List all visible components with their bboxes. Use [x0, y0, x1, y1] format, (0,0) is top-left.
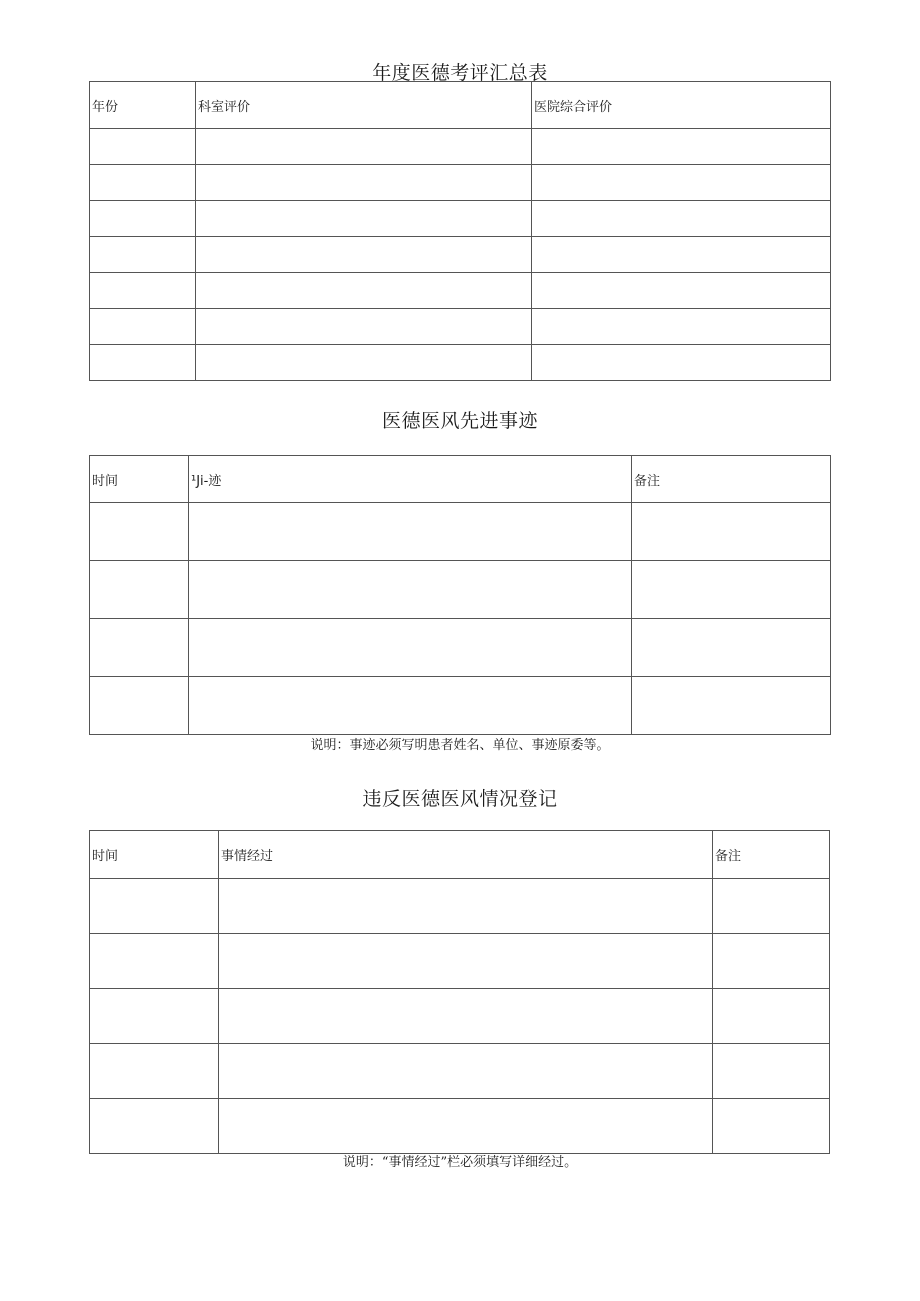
table-row [90, 165, 831, 201]
table-cell [90, 677, 189, 735]
violation-register-title: 违反医德医风情况登记 [362, 788, 558, 810]
table-cell [90, 989, 219, 1044]
table-cell [189, 503, 632, 561]
table-cell [90, 345, 196, 381]
table-cell [90, 879, 219, 934]
table-cell [90, 129, 196, 165]
table-cell [219, 1044, 713, 1099]
table-cell [196, 237, 532, 273]
table-cell [713, 934, 830, 989]
table-cell [196, 201, 532, 237]
table-cell [90, 309, 196, 345]
table-cell [713, 879, 830, 934]
table-body [90, 129, 831, 381]
table-cell [90, 1099, 219, 1154]
table-row [90, 237, 831, 273]
table-row [90, 989, 830, 1044]
annual-evaluation-title: 年度医德考评汇总表 [372, 62, 548, 84]
table-body [90, 503, 831, 735]
header-hospital-evaluation: 医院综合评价 [532, 82, 831, 129]
table-cell [196, 345, 532, 381]
table-cell [532, 201, 831, 237]
table-row [90, 503, 831, 561]
table-row [90, 934, 830, 989]
table-cell [713, 1099, 830, 1154]
table-row [90, 345, 831, 381]
table-cell [532, 309, 831, 345]
table-cell [632, 677, 831, 735]
table-cell [632, 503, 831, 561]
table-cell [219, 989, 713, 1044]
exemplary-deeds-table [89, 455, 831, 735]
table-cell [189, 677, 632, 735]
table-cell [90, 1044, 219, 1099]
table-row [90, 619, 831, 677]
table-cell [632, 561, 831, 619]
table-cell [90, 201, 196, 237]
table-row [90, 677, 831, 735]
table-cell [90, 237, 196, 273]
table-row [90, 879, 830, 934]
table-cell [90, 273, 196, 309]
table-row [90, 309, 831, 345]
table-cell [90, 934, 219, 989]
table-cell [196, 165, 532, 201]
header-department-evaluation: 科室评价 [196, 82, 532, 129]
table-cell [196, 309, 532, 345]
table-cell [713, 989, 830, 1044]
table-row [90, 1044, 830, 1099]
table-cell [189, 619, 632, 677]
table-row [90, 129, 831, 165]
table-header-row [90, 456, 831, 503]
header-deeds: ¹Ji-迹 [189, 456, 632, 503]
table-row [90, 273, 831, 309]
table-cell [219, 934, 713, 989]
table-header-row [90, 82, 831, 129]
table-cell [713, 1044, 830, 1099]
table-cell [532, 345, 831, 381]
table-cell [532, 237, 831, 273]
annual-evaluation-table [89, 81, 831, 381]
header-time: 时间 [90, 831, 219, 879]
table-cell [532, 129, 831, 165]
table-cell [219, 879, 713, 934]
table-row [90, 1099, 830, 1154]
table-cell [532, 273, 831, 309]
table-cell [90, 561, 189, 619]
violation-register-table [89, 830, 830, 1154]
deeds-note: 说明：事迹必须写明患者姓名、单位、事迹原委等。 [310, 738, 610, 753]
table-row [90, 561, 831, 619]
table-cell [196, 129, 532, 165]
table-cell [532, 165, 831, 201]
header-incident-details: 事情经过 [219, 831, 713, 879]
header-remarks: 备注 [632, 456, 831, 503]
table-cell [189, 561, 632, 619]
header-time: 时间 [90, 456, 189, 503]
table-cell [632, 619, 831, 677]
table-cell [90, 619, 189, 677]
header-year: 年份 [90, 82, 196, 129]
violation-note: 说明：“事情经过”栏必须填写详细经过。 [342, 1155, 578, 1170]
table-cell [90, 503, 189, 561]
table-cell [196, 273, 532, 309]
table-row [90, 201, 831, 237]
table-cell [219, 1099, 713, 1154]
table-body [90, 879, 830, 1154]
table-header-row [90, 831, 830, 879]
table-cell [90, 165, 196, 201]
header-remarks: 备注 [713, 831, 830, 879]
exemplary-deeds-title: 医德医风先进事迹 [381, 410, 538, 432]
